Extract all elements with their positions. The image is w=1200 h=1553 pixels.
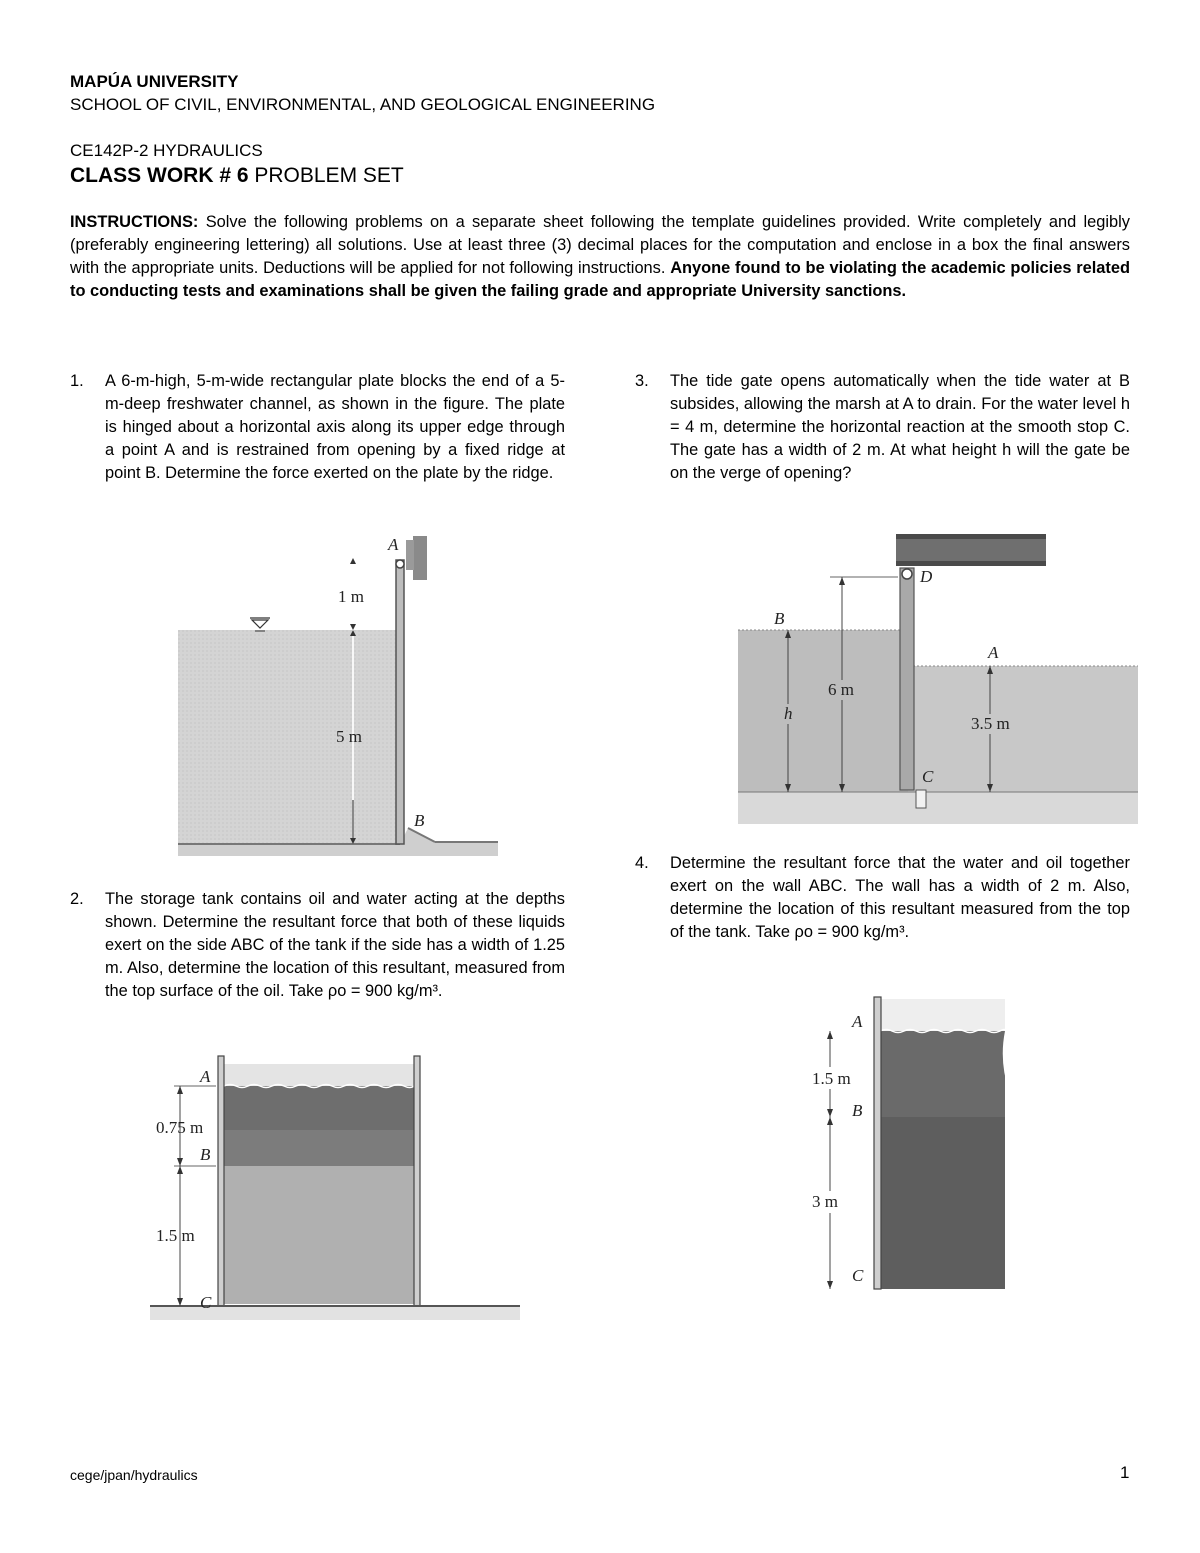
- label-a: A: [200, 1067, 211, 1086]
- tank-wall-right: [414, 1056, 420, 1306]
- tide-water-b: [738, 630, 908, 800]
- dim-water: 3 m: [812, 1192, 838, 1211]
- oil-layer: [880, 1031, 1005, 1117]
- problem-3: [635, 370, 1130, 510]
- course-code: CE142P-2 HYDRAULICS: [70, 141, 263, 160]
- label-b: B: [774, 609, 785, 628]
- dim-oil: 1.5 m: [812, 1069, 851, 1088]
- plate: [396, 560, 404, 844]
- figure-2-storage-tank: [140, 1050, 530, 1330]
- dim-depth: 5 m: [336, 727, 362, 746]
- figure-1-hinged-plate: [170, 530, 510, 860]
- page-title-bold: CLASS WORK # 6: [70, 164, 249, 187]
- label-c: C: [922, 767, 934, 786]
- instructions-text: Solve the following problems on a separate sheet following the template guidelines provided. Write completely and legibly (preferably engineering lettering) all solutions. Use at least three (3) decimal places for the computation and enclose in a box the final answers with the appropriate units. Deductions will be applied for not following instructions.: [70, 213, 1130, 277]
- oil-layer: [224, 1086, 414, 1130]
- wall-abc: [874, 997, 881, 1289]
- label-c: C: [200, 1293, 212, 1312]
- marsh-water-a: [908, 666, 1138, 800]
- footer-path: cege/jpan/hydraulics: [70, 1467, 198, 1483]
- label-b: B: [852, 1101, 863, 1120]
- water-level-icon: [252, 620, 268, 628]
- stop-c: [916, 790, 926, 808]
- problem-number: 4.: [635, 854, 649, 872]
- dim-gate: 6 m: [828, 680, 854, 699]
- problem-text: The tide gate opens automatically when the tide water at B subsides, allowing the marsh at A to drain. For the water level h = 4 m, determine the horizontal reaction at the smooth stop C. The gate has a width of 2 m. At what height h will the gate be on the verge of opening?: [670, 372, 1130, 482]
- instructions-label: INSTRUCTIONS:: [70, 213, 199, 231]
- school-name: SCHOOL OF CIVIL, ENVIRONMENTAL, AND GEOLOGICAL ENGINEERING: [70, 95, 656, 114]
- hinge-pin: [396, 560, 404, 568]
- label-c: C: [852, 1266, 864, 1285]
- problem-text: A 6-m-high, 5-m-wide rectangular plate blocks the end of a 5-m-deep freshwater channel, as shown in the figure. The plate is hinged about a horizontal axis along its upper edge through a point A and is restrained from opening by a fixed ridge at point B. Determine the force exerted on the plate by the ridge.: [105, 372, 565, 482]
- dim-top: 1 m: [338, 587, 364, 606]
- problem-1: [70, 370, 565, 510]
- label-a: A: [388, 535, 399, 554]
- tank-wall-abc: [218, 1056, 224, 1306]
- dim-h: h: [784, 704, 793, 723]
- page-number: 1: [1120, 1463, 1130, 1482]
- problem-number: 3.: [635, 372, 649, 390]
- problem-text: The storage tank contains oil and water acting at the depths shown. Determine the resultant force that both of these liquids exert on the side ABC of the tank if the side has a width of 1.25 m. Also, determine the location of this resultant, measured from the top surface of the oil. Take ρo = 900 kg/m³.: [105, 890, 565, 1000]
- problem-number: 1.: [70, 372, 84, 390]
- label-a: A: [988, 643, 999, 662]
- label-b: B: [200, 1145, 211, 1164]
- dim-oil: 0.75 m: [156, 1118, 204, 1137]
- university-name: MAPÚA UNIVERSITY: [70, 72, 239, 91]
- figure-3-tide-gate: [738, 530, 1138, 830]
- water-layer: [224, 1166, 414, 1304]
- water-body: [178, 630, 396, 844]
- label-b: B: [414, 811, 425, 830]
- gate: [900, 568, 914, 790]
- water-layer: [880, 1117, 1005, 1289]
- problem-number: 2.: [70, 890, 84, 908]
- page-title: [70, 164, 404, 188]
- problem-text: Determine the resultant force that the water and oil together exert on the wall ABC. The wall has a width of 2 m. Also, determine the location of this resultant measured from the top of the tank. Take ρo = 900 kg/m³.: [670, 854, 1130, 941]
- instructions: [70, 211, 1130, 303]
- dim-water: 1.5 m: [156, 1226, 195, 1245]
- label-a: A: [852, 1012, 863, 1031]
- problem-4: [635, 852, 1130, 972]
- label-d: D: [920, 567, 933, 586]
- instructions-warning: Anyone found to be violating the academic policies related to conducting tests and examinations shall be given the failing grade and appropriate University sanctions.: [70, 259, 1130, 300]
- problem-2: [70, 888, 565, 1028]
- dim-marsh: 3.5 m: [971, 714, 1010, 733]
- hinge-d: [902, 569, 912, 579]
- hinge-support: [413, 536, 427, 580]
- figure-4-wall-abc: [800, 995, 1030, 1295]
- page-title-rest: PROBLEM SET: [248, 164, 404, 187]
